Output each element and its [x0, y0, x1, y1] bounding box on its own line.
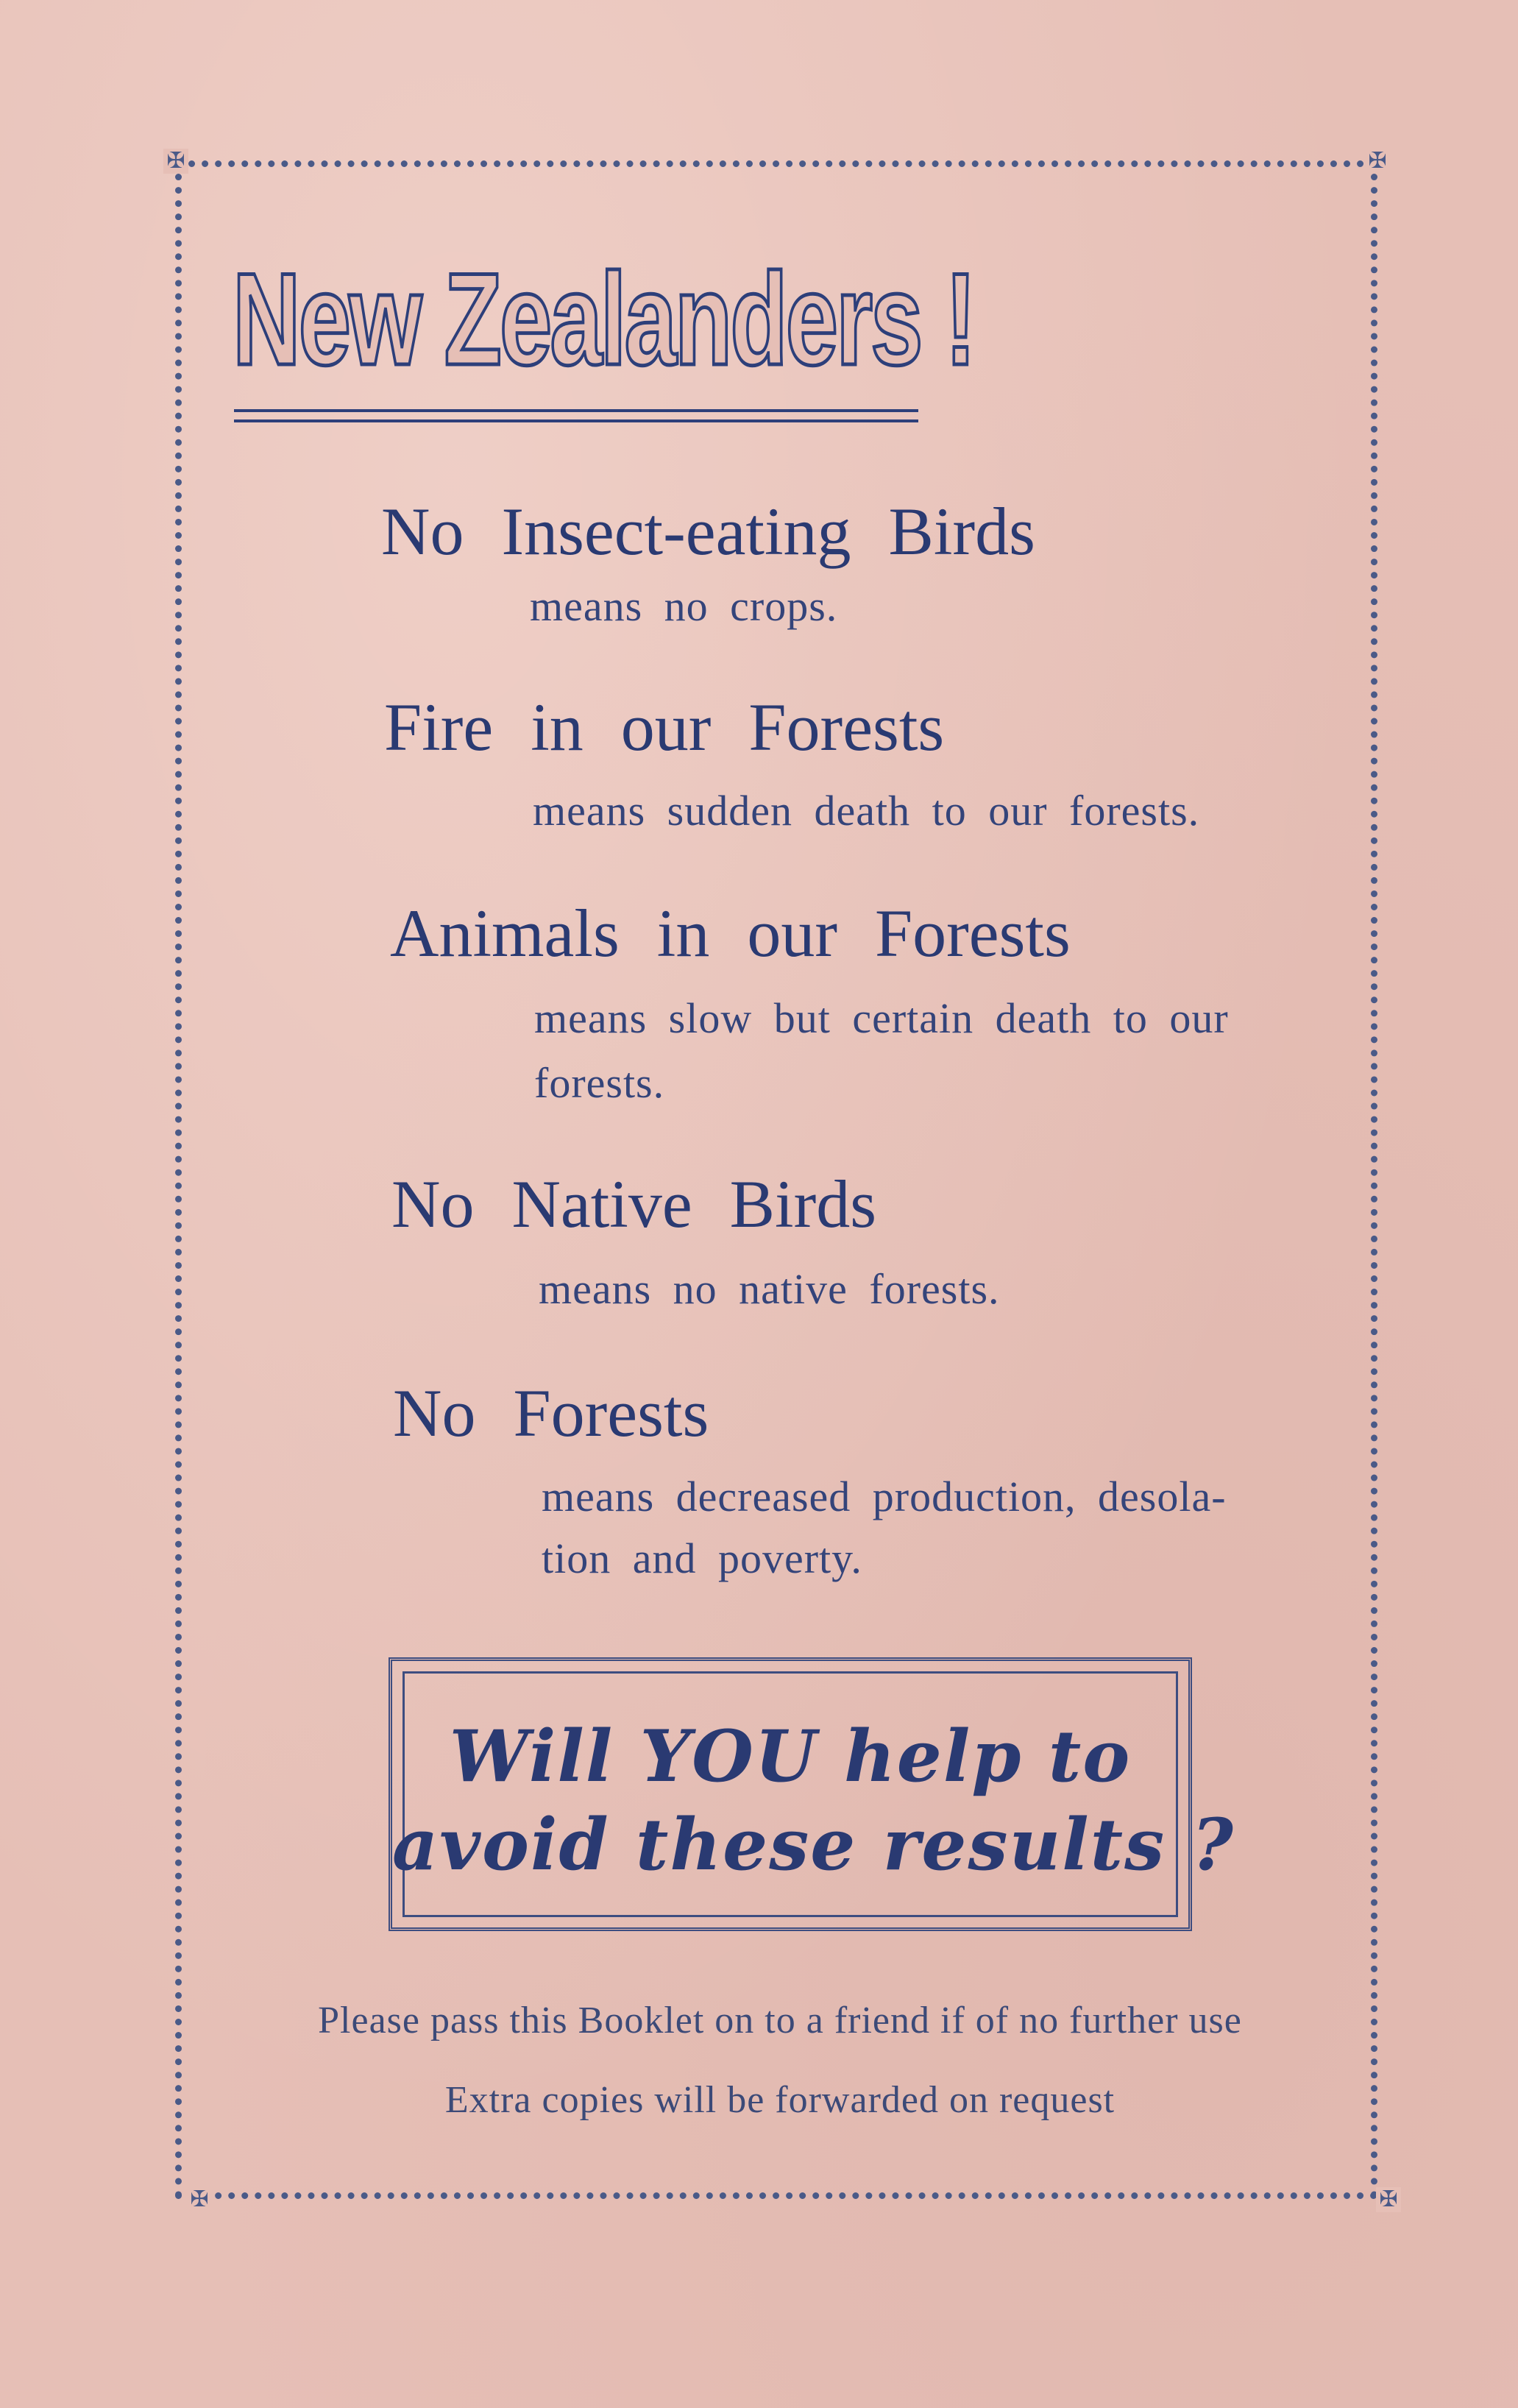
item-heading: No Forests	[393, 1375, 709, 1451]
item-heading: Animals in our Forests	[390, 896, 1071, 971]
item-subtext-line: tion and poverty.	[542, 1534, 862, 1582]
call-to-action-box	[389, 1657, 1235, 1931]
item-subtext-line: forests.	[534, 1059, 665, 1107]
title-underline	[234, 409, 918, 412]
item-subtext: means no native forests.	[539, 1265, 1000, 1313]
call-to-action-line: Will YOU help to	[449, 1715, 1132, 1798]
call-to-action-line: avoid these results ?	[392, 1803, 1235, 1886]
corner-ornament-icon: ✠	[163, 149, 188, 174]
page-title: New Zealanders !	[233, 246, 975, 392]
corner-ornament-icon: ✠	[187, 2187, 212, 2212]
item-subtext: means sudden death to our forests.	[533, 787, 1200, 835]
footer-note: Please pass this Booklet on to a friend if of no further use	[318, 2000, 1242, 2042]
footer-note: Extra copies will be forwarded on request	[444, 2079, 1116, 2121]
item-subtext: means no crops.	[530, 582, 838, 630]
item-subtext-line: means slow but certain death to our	[534, 994, 1229, 1042]
title-underline	[234, 419, 918, 422]
item-subtext-line: means decreased production, desola-	[542, 1473, 1227, 1520]
corner-ornament-icon: ✠	[1376, 2187, 1401, 2212]
item-heading: No Insect-eating Birds	[381, 494, 1035, 569]
item-heading: Fire in our Forests	[384, 690, 945, 765]
item-heading: No Native Birds	[391, 1166, 877, 1242]
corner-ornament-icon: ✠	[1365, 149, 1390, 174]
